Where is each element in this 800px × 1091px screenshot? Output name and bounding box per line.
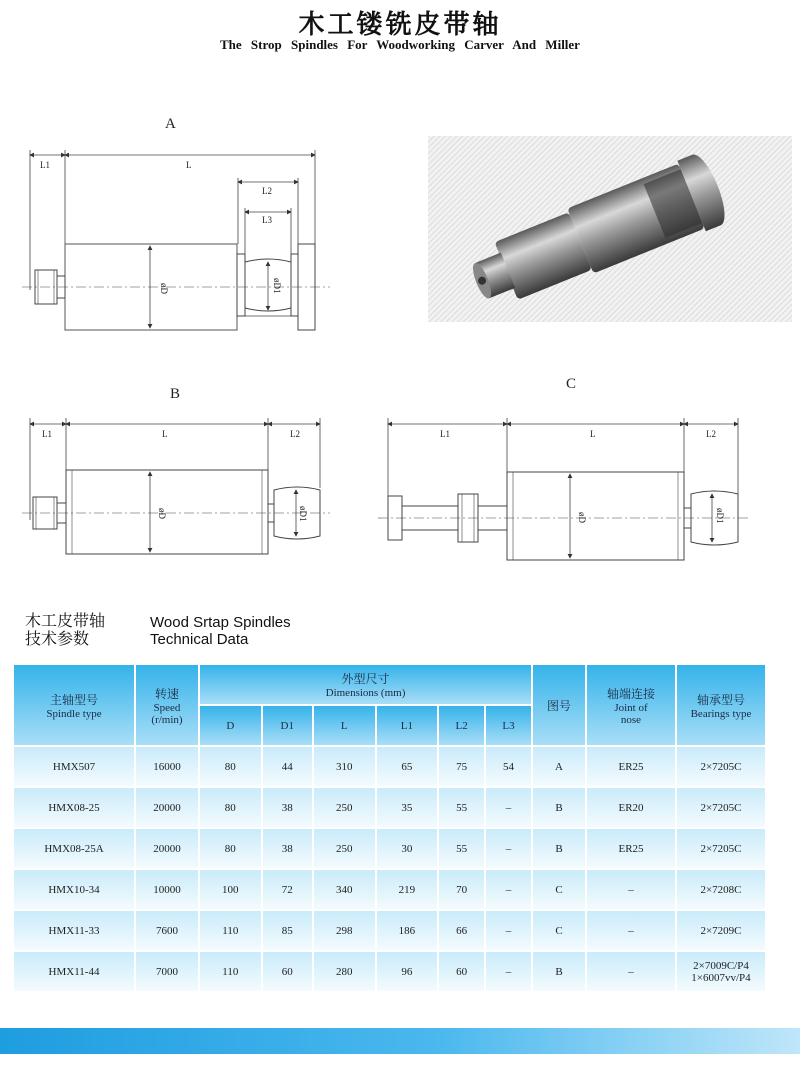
cell-bearing-line1: 2×7208C — [700, 883, 742, 896]
table-row — [14, 747, 765, 786]
header-model-cn: 主轴型号 — [49, 692, 98, 707]
section-heading-cn — [25, 612, 105, 648]
dim-a-od1: øD1 — [272, 278, 282, 294]
cell-speed: 7600 — [136, 911, 198, 950]
header-speed-cn: 转速 — [154, 686, 179, 701]
section-cn-line1: 木工皮带轴 — [25, 611, 106, 630]
header-dim-d: D — [200, 706, 261, 745]
cell-fig: C — [533, 870, 585, 909]
cell-bearing-line1: 2×7205C — [700, 760, 742, 773]
dim-a-l: L — [186, 160, 192, 170]
cell-bearing — [677, 952, 765, 991]
header-speed — [136, 665, 198, 745]
header-bearing — [677, 665, 765, 745]
dim-b-l: L — [162, 429, 168, 439]
cell-bearing-line1: 2×7209C — [700, 924, 742, 937]
cell-model: HMX11-33 — [14, 911, 134, 950]
footer-bar — [0, 1028, 800, 1054]
cell-l3: – — [486, 870, 531, 909]
cell-fig: A — [533, 747, 585, 786]
cell-d: 80 — [200, 747, 261, 786]
header-model-en: Spindle type — [46, 707, 102, 720]
spec-table-body — [14, 747, 765, 991]
header-speed-en: Speed — [153, 701, 181, 714]
cell-l: 250 — [314, 829, 375, 868]
header-dim-d1: D1 — [263, 706, 312, 745]
dim-c-od: øD — [577, 512, 587, 523]
cell-speed: 16000 — [136, 747, 198, 786]
dim-b-l1: L1 — [42, 429, 52, 439]
cell-d: 100 — [200, 870, 261, 909]
header-model — [14, 665, 134, 745]
cell-l1: 35 — [377, 788, 438, 827]
cell-speed: 7000 — [136, 952, 198, 991]
cell-bearing-line2: 1×6007vv/P4 — [691, 971, 751, 984]
dim-b-od1: øD1 — [298, 506, 308, 522]
dim-a-l3: L3 — [262, 215, 272, 225]
cell-model: HMX10-34 — [14, 870, 134, 909]
dim-a-l1: L1 — [40, 160, 50, 170]
diagram-a — [22, 116, 330, 330]
cell-l2: 60 — [439, 952, 484, 991]
dim-c-l: L — [590, 429, 596, 439]
cell-l3: 54 — [486, 747, 531, 786]
table-row — [14, 911, 765, 950]
header-dimensions — [200, 665, 531, 704]
cell-bearing — [677, 747, 765, 786]
cell-nose: – — [587, 952, 675, 991]
cell-nose: ER20 — [587, 788, 675, 827]
header-nose — [587, 665, 675, 745]
section-en-line1: Wood Srtap Spindles — [150, 614, 291, 631]
header-dim-l: L — [314, 706, 375, 745]
header-dim-l3: L3 — [486, 706, 531, 745]
table-row — [14, 870, 765, 909]
cell-l1: 65 — [377, 747, 438, 786]
cell-speed: 20000 — [136, 829, 198, 868]
cell-nose: – — [587, 870, 675, 909]
cell-bearing — [677, 911, 765, 950]
cell-l2: 66 — [439, 911, 484, 950]
header-dims-cn: 外型尺寸 — [341, 672, 390, 686]
cell-bearing-line1: 2×7205C — [700, 842, 742, 855]
cell-fig: B — [533, 788, 585, 827]
cell-model: HMX08-25 — [14, 788, 134, 827]
header-bearing-en: Bearings type — [690, 707, 752, 720]
cell-model: HMX08-25A — [14, 829, 134, 868]
cell-bearing — [677, 870, 765, 909]
cell-l: 310 — [314, 747, 375, 786]
section-en-line2: Technical Data — [150, 631, 249, 648]
cell-bearing-line1: 2×7009C/P4 — [693, 959, 749, 972]
cell-d1: 38 — [263, 829, 312, 868]
header-speed-unit: (r/min) — [151, 713, 183, 726]
cell-fig: B — [533, 829, 585, 868]
cell-l: 298 — [314, 911, 375, 950]
cell-model: HMX11-44 — [14, 952, 134, 991]
diagram-a-label: A — [165, 116, 176, 132]
cell-l: 280 — [314, 952, 375, 991]
cell-nose: ER25 — [587, 829, 675, 868]
table-row — [14, 829, 765, 868]
spindle-photo — [428, 136, 792, 322]
cell-speed: 20000 — [136, 788, 198, 827]
cell-fig: C — [533, 911, 585, 950]
diagram-c — [378, 376, 750, 560]
cell-d1: 85 — [263, 911, 312, 950]
dim-b-l2: L2 — [290, 429, 300, 439]
dim-a-od: øD — [159, 283, 169, 294]
cell-d: 80 — [200, 788, 261, 827]
cell-l2: 55 — [439, 829, 484, 868]
cell-bearing-line1: 2×7205C — [700, 801, 742, 814]
cell-d1: 72 — [263, 870, 312, 909]
table-row — [14, 788, 765, 827]
header-dims-en: Dimensions (mm) — [325, 687, 406, 699]
cell-l1: 219 — [377, 870, 438, 909]
page-subtitle: The Strop Spindles For Woodworking Carver And Miller — [220, 37, 580, 52]
cell-d1: 44 — [263, 747, 312, 786]
cell-d: 110 — [200, 952, 261, 991]
cell-l2: 70 — [439, 870, 484, 909]
header-row-1 — [14, 665, 765, 704]
cell-l: 340 — [314, 870, 375, 909]
cell-fig: B — [533, 952, 585, 991]
table-row — [14, 952, 765, 991]
header-bearing-cn: 轴承型号 — [696, 692, 745, 707]
cell-bearing — [677, 829, 765, 868]
cell-model: HMX507 — [14, 747, 134, 786]
header-figure — [533, 665, 585, 745]
dim-c-l2: L2 — [706, 429, 716, 439]
cell-l2: 75 — [439, 747, 484, 786]
dim-a-l2: L2 — [262, 186, 272, 196]
cell-speed: 10000 — [136, 870, 198, 909]
diagram-b-label: B — [170, 386, 181, 402]
cell-nose: ER25 — [587, 747, 675, 786]
dim-b-od: øD — [157, 508, 167, 519]
cell-l3: – — [486, 911, 531, 950]
cell-l3: – — [486, 788, 531, 827]
page-title: 木工镂铣皮带轴 — [298, 10, 502, 40]
cell-bearing — [677, 788, 765, 827]
cell-d1: 38 — [263, 788, 312, 827]
cell-d: 80 — [200, 829, 261, 868]
cell-d: 110 — [200, 911, 261, 950]
header-nose-cn: 轴端连接 — [606, 686, 655, 701]
cell-l3: – — [486, 952, 531, 991]
header-fig-cn: 图号 — [546, 698, 571, 713]
cell-d1: 60 — [263, 952, 312, 991]
cell-l1: 30 — [377, 829, 438, 868]
header-dim-l2: L2 — [439, 706, 484, 745]
spec-table — [12, 663, 767, 993]
cell-l3: – — [486, 829, 531, 868]
dim-c-l1: L1 — [440, 429, 450, 439]
diagram-b — [22, 386, 330, 554]
dim-c-od1: øD1 — [715, 508, 725, 524]
header-nose-en: Joint of nose — [614, 701, 648, 726]
section-heading-en — [150, 614, 291, 648]
cell-l1: 96 — [377, 952, 438, 991]
cell-nose: – — [587, 911, 675, 950]
cell-l: 250 — [314, 788, 375, 827]
diagram-c-label: C — [566, 376, 577, 392]
cell-l2: 55 — [439, 788, 484, 827]
header-dim-l1: L1 — [377, 706, 438, 745]
cell-l1: 186 — [377, 911, 438, 950]
section-cn-line2: 技术参数 — [25, 629, 90, 648]
